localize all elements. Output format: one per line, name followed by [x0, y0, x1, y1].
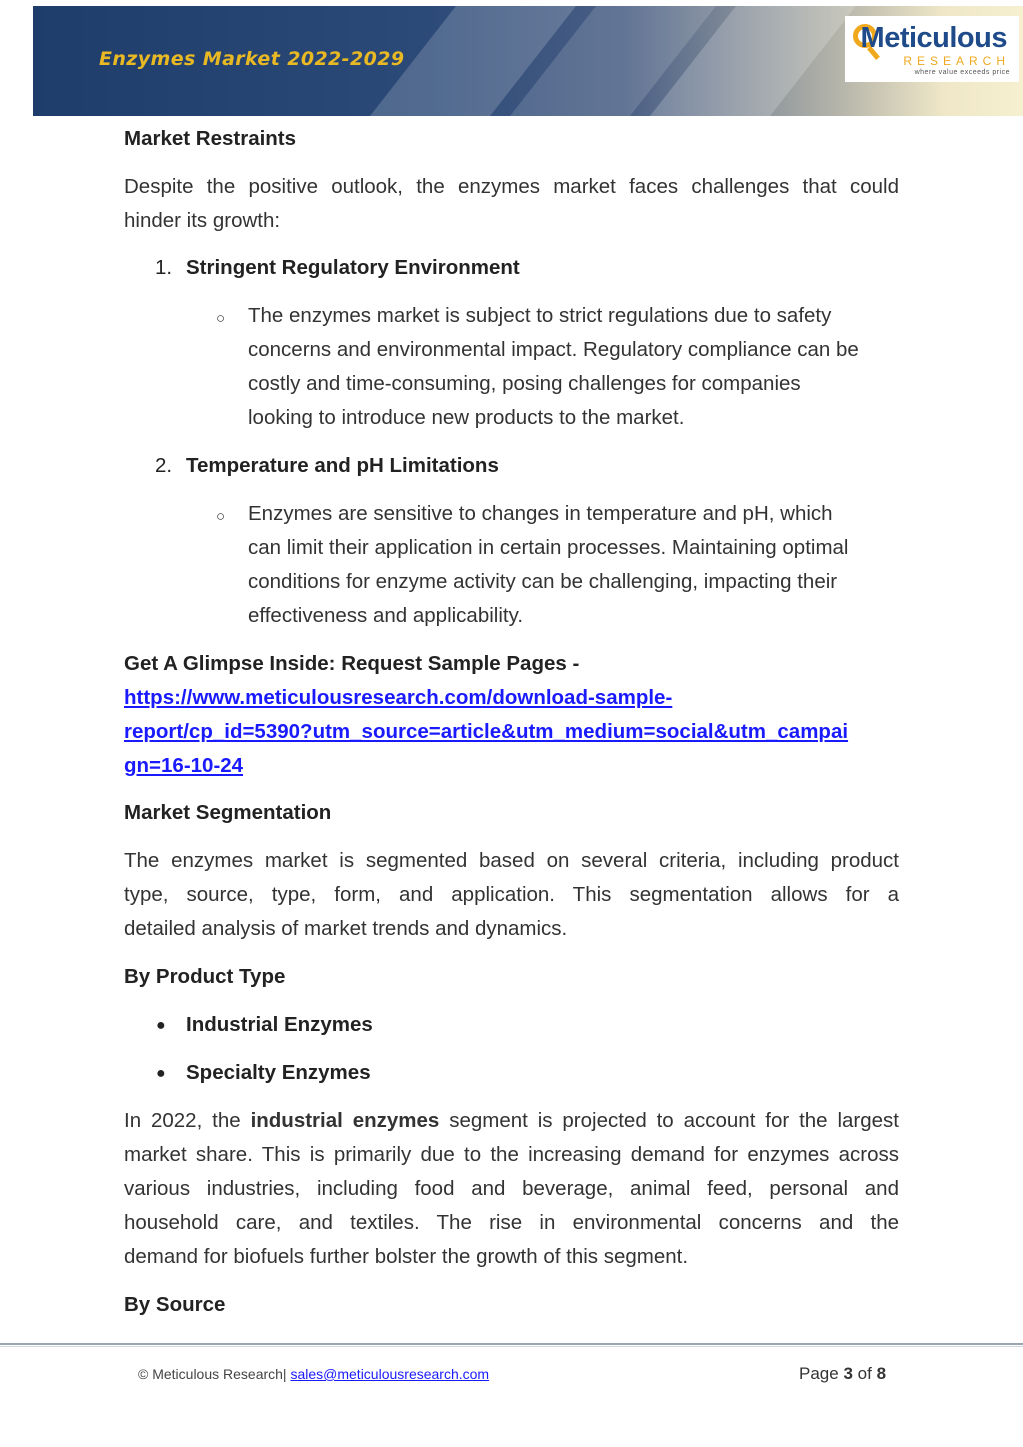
list-number: 2.	[155, 454, 173, 477]
copyright-text: © Meticulous Research|	[138, 1366, 287, 1382]
text-line: market share. This is primarily due to the increasing demand for enzymes across	[124, 1143, 899, 1166]
text-line: conditions for enzyme activity can be challenging, impacting their	[248, 570, 838, 593]
restraints-intro	[124, 170, 899, 238]
restraint-description	[248, 497, 898, 633]
text-line: effectiveness and applicability.	[248, 604, 524, 627]
link-line[interactable]: gn=16-10-24	[124, 754, 244, 777]
text-line: The enzymes market is subject to strict regulations due to safety	[248, 304, 832, 327]
product-type-item: Industrial Enzymes	[186, 1013, 373, 1036]
logo-tagline: where value exceeds price	[914, 69, 1010, 76]
text-line: costly and time-consuming, posing challenges for companies	[248, 372, 801, 395]
footer-email-link[interactable]: sales@meticulousresearch.com	[290, 1366, 490, 1382]
page-number	[799, 1364, 886, 1384]
text-line	[124, 1104, 899, 1138]
list-number: 1.	[155, 256, 173, 279]
circle-bullet-icon: ○	[216, 508, 226, 525]
sample-pages-heading: Get A Glimpse Inside: Request Sample Pages -	[124, 652, 580, 675]
text-line: hinder its growth:	[124, 209, 281, 232]
text-line: looking to introduce new products to the market.	[248, 406, 685, 429]
text-line: can limit their application in certain processes. Maintaining optimal	[248, 536, 849, 559]
document-title: Enzymes Market 2022-2029	[99, 48, 405, 70]
logo-name: Meticulous	[860, 22, 1007, 54]
circle-bullet-icon: ○	[216, 310, 226, 327]
heading-by-product-type: By Product Type	[124, 965, 286, 988]
text-span: In 2022, the	[124, 1109, 251, 1132]
text-line: demand for biofuels further bolster the growth of this segment.	[124, 1245, 689, 1268]
restraint-title: Temperature and pH Limitations	[186, 454, 499, 477]
product-type-item: Specialty Enzymes	[186, 1061, 371, 1084]
emphasis-text: industrial enzymes	[250, 1109, 440, 1132]
footer-copyright	[138, 1366, 489, 1382]
page-header-banner	[33, 6, 1023, 116]
industrial-enzymes-paragraph	[124, 1104, 899, 1274]
bullet-icon: ●	[156, 1017, 166, 1034]
heading-by-source: By Source	[124, 1293, 226, 1316]
restraint-title: Stringent Regulatory Environment	[186, 256, 520, 279]
page-of: of	[857, 1364, 872, 1383]
segmentation-paragraph	[124, 844, 899, 946]
heading-market-restraints: Market Restraints	[124, 127, 297, 150]
text-line: detailed analysis of market trends and dynamics.	[124, 917, 568, 940]
sample-report-link[interactable]	[124, 681, 899, 783]
text-line: Despite the positive outlook, the enzymes market faces challenges that could	[124, 175, 899, 198]
text-line: various industries, including food and beverage, animal feed, personal and	[124, 1177, 899, 1200]
text-line: household care, and textiles. The rise in environmental concerns and the	[124, 1211, 899, 1234]
heading-market-segmentation: Market Segmentation	[124, 801, 332, 824]
text-span: segment is projected to account for the largest	[439, 1109, 899, 1132]
link-line[interactable]: report/cp_id=5390?utm_source=article&utm_medium=social&utm_campai	[124, 720, 849, 743]
footer-divider	[0, 1346, 1023, 1347]
page-label: Page	[799, 1364, 839, 1383]
page-current: 3	[843, 1364, 853, 1383]
text-line: The enzymes market is segmented based on several criteria, including product	[124, 849, 899, 872]
logo-subtitle: RESEARCH	[903, 54, 1010, 68]
meticulous-research-logo	[845, 16, 1019, 82]
footer-divider	[0, 1343, 1023, 1345]
bullet-icon: ●	[156, 1065, 166, 1082]
link-line[interactable]: https://www.meticulousresearch.com/download-sample-	[124, 686, 673, 709]
text-line: Enzymes are sensitive to changes in temperature and pH, which	[248, 502, 833, 525]
text-line: concerns and environmental impact. Regulatory compliance can be	[248, 338, 859, 361]
restraint-description	[248, 299, 898, 435]
text-line: type, source, type, form, and application. This segmentation allows for a	[124, 883, 899, 906]
page-total: 8	[876, 1364, 887, 1383]
